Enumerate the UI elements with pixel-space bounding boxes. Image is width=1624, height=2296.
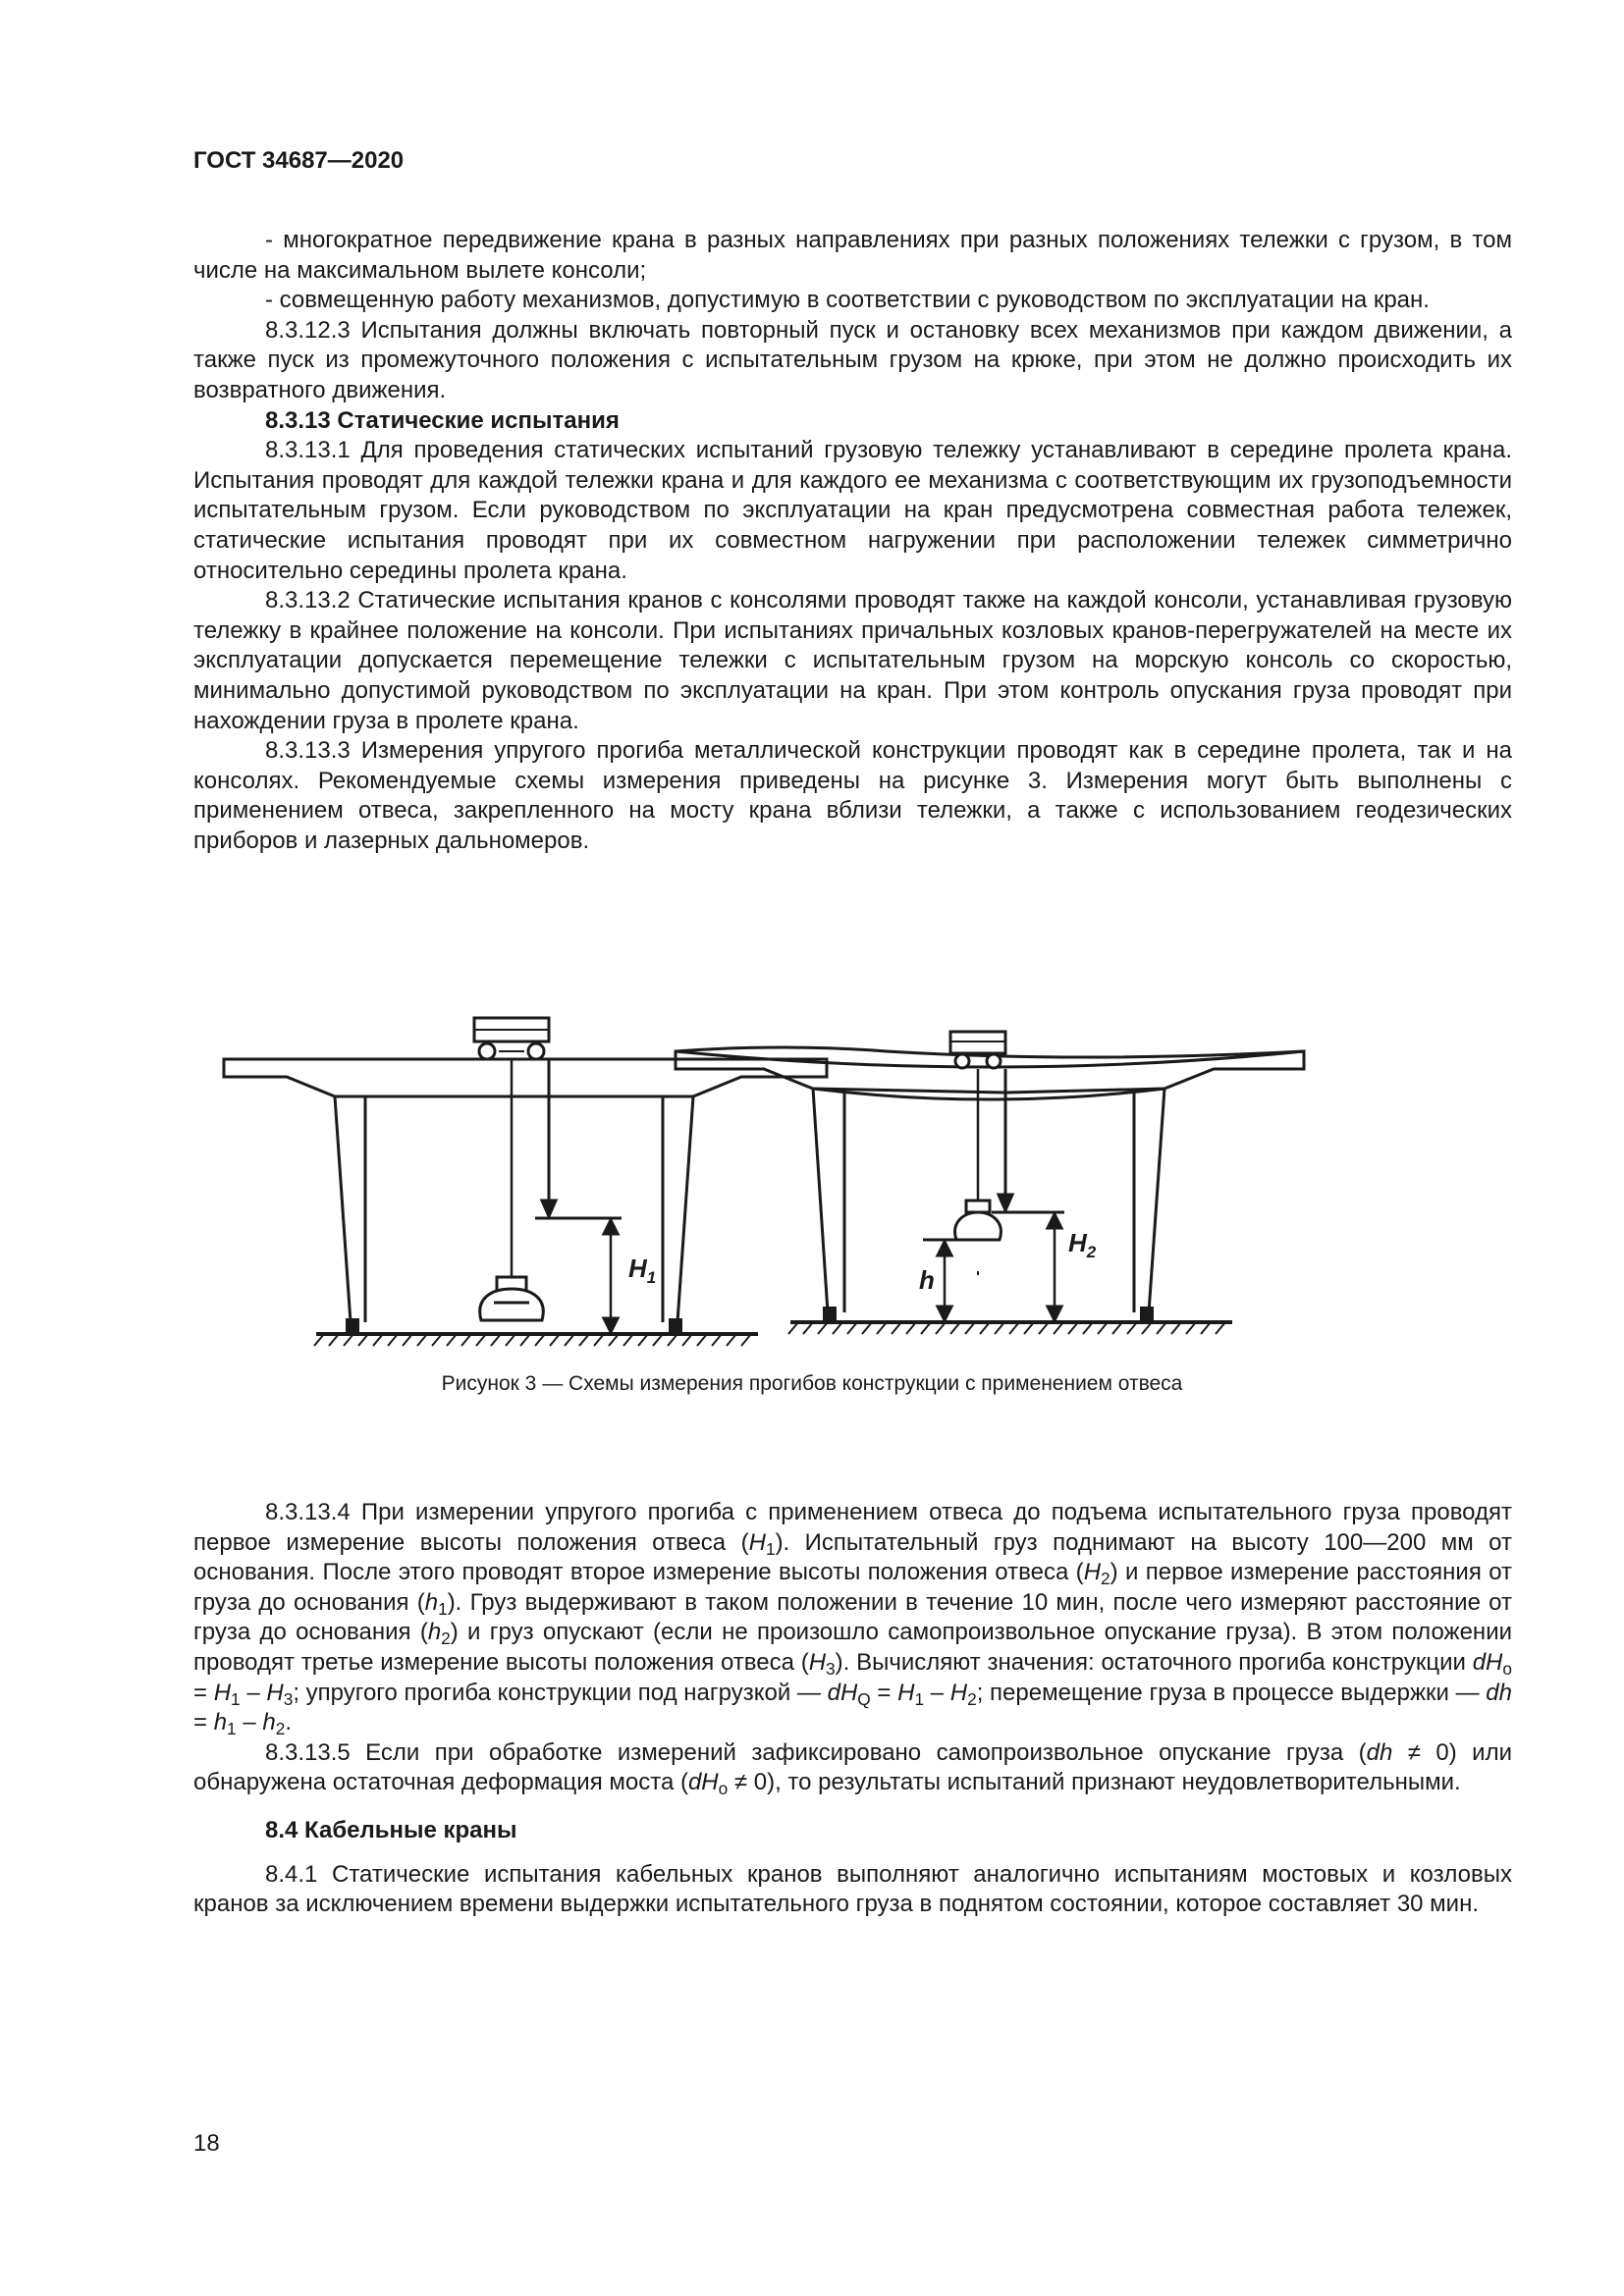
- right-grab-bucket: [955, 1201, 1001, 1240]
- paragraph-8-3-12-3: 8.3.12.3 Испытания должны включать повторный пуск и остановку всех механизмов при каждом движении, а также пуск из промежуточного положения с испытательным грузом на крюке, при этом не должно происходить их возвратного движения.: [193, 316, 1512, 403]
- figure-3-right-overlay: [196, 987, 1512, 1360]
- paragraph-8-3-13-5: 8.3.13.5 Если при обработке измерений зафиксировано самопроизвольное опускание груза (dh ≠ 0) или обнаружена остаточная деформация моста $(dH_o \ne 0)$, то результаты испытаний признают неудовлетворительными.: [193, 1738, 1512, 1799]
- paragraph-8-4-1: 8.4.1 Статические испытания кабельных кранов выполняют аналогично испытаниям мостовых и козловых кранов за исключением времени выдержки испытательного груза в поднятом состоянии, которое составляет 30 мин.: [193, 1860, 1512, 1918]
- figure-caption: Рисунок 3 — Схемы измерения прогибов конструкции с применением отвеса: [441, 1372, 1183, 1395]
- section-heading-8-3-13: 8.3.13 Статические испытания: [265, 406, 620, 434]
- label-h: h: [919, 1265, 935, 1295]
- label-H2: $H_2$: [1068, 1228, 1097, 1261]
- paragraph-8-3-13-3: 8.3.13.3 Измерения упругого прогиба металлической конструкции проводят как в середине пролета, так и на консолях. Рекомендуемые схемы измерения приведены на рисунке 3. Измерения могут быть выполнены с применением отвеса, закрепленного на мосту крана вблизи тележки, а также с использованием геодезических приборов и лазерных дальномеров.: [193, 737, 1512, 854]
- paragraph-8-3-13-4: 8.3.13.4 При измерении упругого прогиба с применением отвеса до подъема испытательного груза проводят первое измерение высоты положения отвеса $(H_1)$. Испытательный груз поднимают на высоту 100—200 мм от основания. После этого проводят второе измерение высоты положения отвеса $(H_2)$ и первое измерение расстояния от груза до основания $(h_1)$. Груз выдерживают в таком положении в течение 10 мин, после чего измеряют расстояние от груза до основания $(h_2)$ и груз опускают (если не произошло самопроизвольное опускание груза). В этом положении проводят третье измерение высоты положения отвеса $(H_3)$. Вычисляют значения: остаточного прогиба конструкции $dH_o = H_1 - H_3$; упругого прогиба конструкции под нагрузкой — $dH_Q = H_1 - H_2$; перемещение груза в процессе выдержки — dh = $h_1 - h_2$.: [193, 1499, 1513, 1739]
- label-H1: $H_1$: [628, 1254, 657, 1287]
- paragraph-8-3-13-1: 8.3.13.1 Для проведения статических испытаний грузовую тележку устанавливают в середине пролета крана. Испытания проводят для каждой тележки крана и для каждого ее механизма с соответствующим их грузоподъемности испытательным грузом. Если руководством по эксплуатации на кран предусмотрена совместная работа тележек, статические испытания проводят при их совместном нагружении при расположении тележек симметрично относительно середины пролета крана.: [193, 437, 1512, 584]
- text-block-top: [193, 226, 1512, 856]
- section-heading-8-4: 8.4 Кабельные краны: [265, 1816, 517, 1843]
- paragraph-list-item-1: - многократное передвижение крана в разных направлениях при разных положениях тележки с грузом, в том числе на максимальном вылете консоли;: [193, 227, 1512, 284]
- document-header: ГОСТ 34687—2020: [193, 147, 405, 174]
- paragraph-8-3-13-2: 8.3.13.2 Статические испытания кранов с консолями проводят также на каждой консоли, устанавливая грузовую тележку в крайнее положение на консоли. При испытаниях причальных козловых кранов-перегружателей на месте их эксплуатации допускается перемещение тележки с испытательным грузом на морскую консоль со скоростью, минимально допустимой руководством по эксплуатации на кран. При этом контроль опускания груза проводят при нахождении груза в пролете крана.: [193, 587, 1512, 734]
- paragraph-list-item-2: - совмещенную работу механизмов, допустимую в соответствии с руководством по эксплуатации на кран.: [265, 287, 1430, 314]
- text-block-bottom: [193, 1498, 1512, 1920]
- page-number: 18: [193, 2130, 220, 2157]
